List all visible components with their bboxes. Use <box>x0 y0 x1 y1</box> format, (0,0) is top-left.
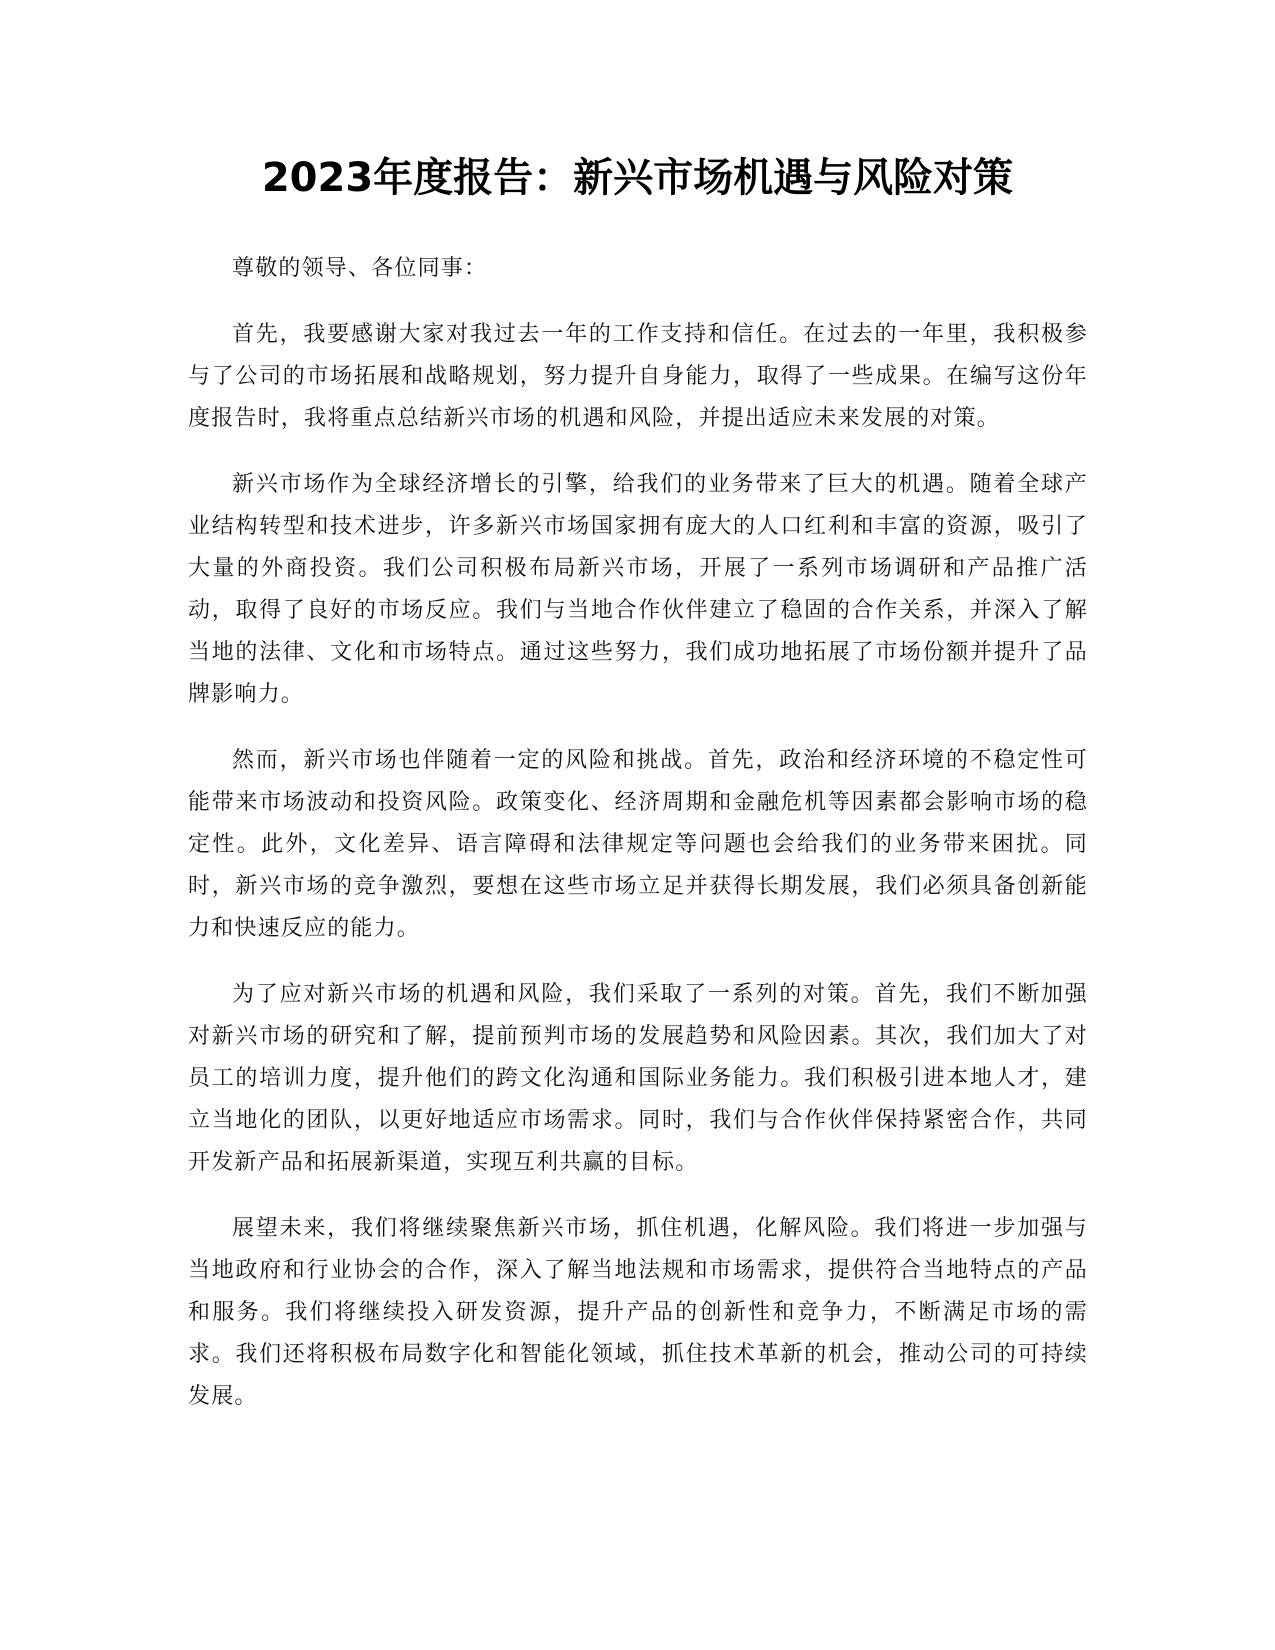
paragraph-risks: 然而，新兴市场也伴随着一定的风险和挑战。首先，政治和经济环境的不稳定性可能带来市场波动和投资风险。政策变化、经济周期和金融危机等因素都会影响市场的稳定性。此外，文化差异、语言障碍和法律规定等问题也会给我们的业务带来困扰。同时，新兴市场的竞争激烈，要想在这些市场立足并获得长期发展，我们必须具备创新能力和快速反应的能力。 <box>188 748 1088 941</box>
salutation: 尊敬的领导、各位同事： <box>232 256 488 281</box>
document-body <box>188 248 1088 1442</box>
paragraph-outlook: 展望未来，我们将继续聚焦新兴市场，抓住机遇，化解风险。我们将进一步加强与当地政府和行业协会的合作，深入了解当地法规和市场需求，提供符合当地特点的产品和服务。我们将继续投入研发资源，提升产品的创新性和竞争力，不断满足市场的需求。我们还将积极布局数字化和智能化领域，抓住技术革新的机会，推动公司的可持续发展。 <box>188 1216 1088 1409</box>
document-title: 2023年度报告：新兴市场机遇与风险对策 <box>261 155 1014 201</box>
paragraph-opportunities: 新兴市场作为全球经济增长的引擎，给我们的业务带来了巨大的机遇。随着全球产业结构转型和技术进步，许多新兴市场国家拥有庞大的人口红利和丰富的资源，吸引了大量的外商投资。我们公司积极布局新兴市场，开展了一系列市场调研和产品推广活动，取得了良好的市场反应。我们与当地合作伙伴建立了稳固的合作关系，并深入了解当地的法律、文化和市场特点。通过这些努力，我们成功地拓展了市场份额并提升了品牌影响力。 <box>188 472 1088 707</box>
paragraph-thanks: 首先，我要感谢大家对我过去一年的工作支持和信任。在过去的一年里，我积极参与了公司的市场拓展和战略规划，努力提升自身能力，取得了一些成果。在编写这份年度报告时，我将重点总结新兴市场的机遇和风险，并提出适应未来发展的对策。 <box>188 322 1088 431</box>
paragraph-countermeasures: 为了应对新兴市场的机遇和风险，我们采取了一系列的对策。首先，我们不断加强对新兴市场的研究和了解，提前预判市场的发展趋势和风险因素。其次，我们加大了对员工的培训力度，提升他们的跨文化沟通和国际业务能力。我们积极引进本地人才，建立当地化的团队，以更好地适应市场需求。同时，我们与合作伙伴保持紧密合作，共同开发新产品和拓展新渠道，实现互利共赢的目标。 <box>188 982 1088 1175</box>
